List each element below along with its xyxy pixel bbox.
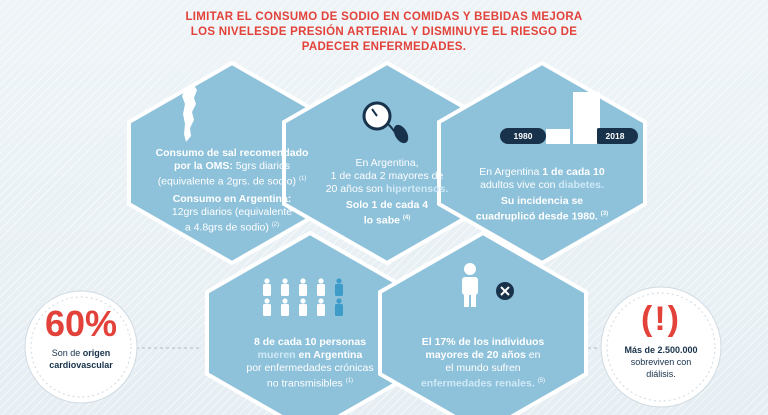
- renal-line-1: El 17% de los individuos: [421, 336, 545, 348]
- dialysis-line-2: sobreviven con: [630, 357, 692, 367]
- warning-exclamation-symbol: (!): [641, 300, 681, 338]
- salt-label-argentina: Consumo en Argentina:: [172, 192, 292, 205]
- title-line-3: PADECER ENFERMEDADES.: [301, 41, 467, 53]
- person-icon: [317, 298, 325, 316]
- year-start-label: 1980: [513, 131, 533, 141]
- person-icon: [263, 278, 271, 296]
- hex-diabetes-text: [454, 166, 630, 224]
- hex-renal-text: [392, 336, 574, 391]
- hex-mortality-text: [215, 336, 405, 391]
- salt-line-6: a 4.8grs de sodio): [184, 221, 269, 233]
- person-icon: [281, 278, 289, 296]
- mort-line-2: en Argentina: [295, 349, 363, 361]
- hyp-line-4: Solo 1 de cada 4: [345, 199, 429, 211]
- hyp-line-1: En Argentina,: [355, 157, 419, 169]
- title-line-2: LOS NIVELESDE PRESIÓN ARTERIAL Y DISMINUYE EL RIESGO DE: [190, 26, 578, 38]
- footnote-ref: (2): [271, 221, 280, 228]
- footnote-ref: (1): [345, 378, 354, 384]
- person-icon: [335, 298, 343, 316]
- salt-line-1: Consumo de sal recomendado: [155, 147, 309, 159]
- person-icon: [335, 278, 343, 296]
- people-group-icon: [258, 278, 358, 318]
- salt-line-5: 12grs diarios (equivalente: [171, 205, 293, 218]
- person-icon: [317, 278, 325, 296]
- person-icon: [263, 298, 271, 316]
- person-icon: [281, 298, 289, 316]
- renal-line-3: el mundo sufren: [445, 362, 521, 374]
- footnote-ref: (3): [600, 211, 609, 217]
- dia-highlight-2: diabetes.: [558, 179, 604, 191]
- mort-line-1: 8 de cada 10 personas: [253, 336, 367, 348]
- renal-line-2b: en: [525, 349, 541, 361]
- dia-line-1: En Argentina: [479, 166, 543, 178]
- title-line-1: LIMITAR EL CONSUMO DE SODIO EN COMIDAS Y BEBIDAS MEJORA: [185, 11, 583, 23]
- dia-line-3: Su incidencia se: [500, 195, 584, 207]
- circle-dialysis-text: [611, 300, 711, 380]
- year-end-label: 2018: [605, 131, 625, 141]
- salt-line-3: (equivalente a 2grs. de sodio): [157, 175, 297, 188]
- person-icon: [299, 298, 307, 316]
- renal-line-2: mayores de 20 años: [425, 349, 526, 361]
- dialysis-line-3: diálisis.: [646, 369, 676, 379]
- cardio-percent: 60%: [44, 303, 118, 344]
- hyp-highlight: hipertensos.: [385, 183, 449, 195]
- dia-line-4: cuadruplicó desde 1980.: [475, 210, 598, 223]
- footnote-ref: (5): [537, 378, 546, 384]
- cardio-line-2: cardiovascular: [49, 360, 113, 370]
- cardio-line-1: Son de: [51, 348, 83, 358]
- mort-line-3: por enfermedades crónicas: [246, 362, 374, 374]
- footnote-ref: (4): [402, 215, 411, 221]
- hyp-line-3: 20 años son: [325, 183, 386, 195]
- hyp-line-5: lo sabe: [363, 214, 400, 227]
- circle-cardiovascular-text: [31, 305, 131, 371]
- dialysis-line-1: Más de 2.500.000: [624, 345, 698, 355]
- person-icon: [299, 278, 307, 296]
- salt-value-oms: 5grs diarios: [232, 160, 291, 172]
- hyp-line-2: 1 de cada 2 mayores de: [330, 170, 444, 182]
- cardio-highlight: origen: [82, 348, 111, 358]
- renal-highlight: enfermedades renales.: [420, 377, 535, 390]
- dia-highlight-1: 1 de cada 10: [542, 166, 605, 178]
- mort-highlight: mueren: [257, 349, 296, 361]
- mort-line-4: no transmisibles: [266, 377, 343, 390]
- hex-hypertension-text: [300, 157, 474, 228]
- salt-label-oms: por la OMS:: [173, 160, 233, 172]
- footnote-ref: (1): [298, 176, 307, 182]
- dia-line-2: adultos vive con: [480, 179, 559, 191]
